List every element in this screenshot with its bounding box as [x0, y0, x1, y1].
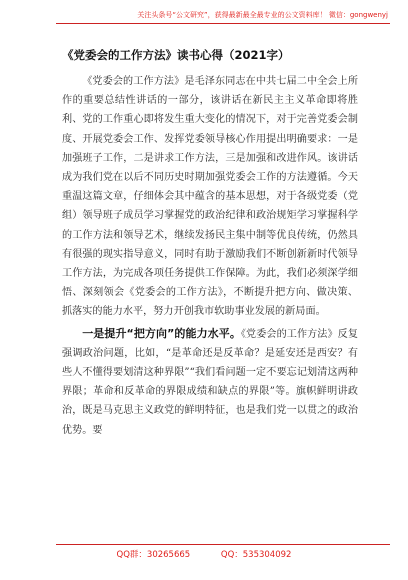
header-divider [56, 23, 390, 24]
paragraph-intro: 《党委会的工作方法》是毛泽东同志在中共七届二中全会上所作的重要总结性讲话的一部分，该讲话在新民主主义革命即将胜利、党的工作重心即将发生重大变化的情况下，对于完善党委会制度、开展党委会工作、发挥党委领导核心作用提出明确要求：一是加强班子工作，二是讲求工作方法，三是加强和改进作风。该讲话成为我们党在以后不同历史时期加强党委会工作的方法遵循。今天重温这篇文章，仔细体会其中蕴含的基本思想，对于各级党委（党组）领导班子成员学习掌握党的政治纪律和政治规矩学习掌握科学的工作方法和领导艺术，继续发扬民主集中制等优良传统，仍然具有很强的现实指导意义，同时有助于激励我们不断创新新时代领导工作方法，为完成各项任务提供工作保障。为此，我们必须深学细悟、深刻领会《党委会的工作方法》，不断提升把方向、做决策、抓落实的能力水平，努力开创我市软助事业发展的新局面。 [62, 76, 358, 318]
document-body [62, 72, 358, 440]
section-heading: 一是提升“把方向”的能力水平。 [82, 326, 241, 340]
document-title: 《党委会的工作方法》读书心得（2021字） [62, 48, 290, 62]
header-banner: 关注头条号“公文研究”，获得最新最全最专业的公文资料库！ 微信：gongwenyj [137, 11, 388, 19]
footer-divider [56, 544, 390, 545]
footer-qq-group: QQ群：30265665 [116, 550, 191, 560]
paragraph-section-one [62, 324, 358, 440]
footer [0, 548, 408, 560]
section-body: 《党委会的工作方法》反复强调政治问题，比如，“是革命还是反革命？是延安还是西安？有些人不懂得要划清这种界限”“我们看问题一定不要忘记划清这两种界限；革命和反革命的界限成绩和缺点的界限”等。旗帜鲜明讲政治，既是马克思主义政党的鲜明特征，也是我们党一以贯之的政治优势。要 [62, 328, 358, 436]
footer-qq: QQ：535304092 [220, 550, 292, 560]
